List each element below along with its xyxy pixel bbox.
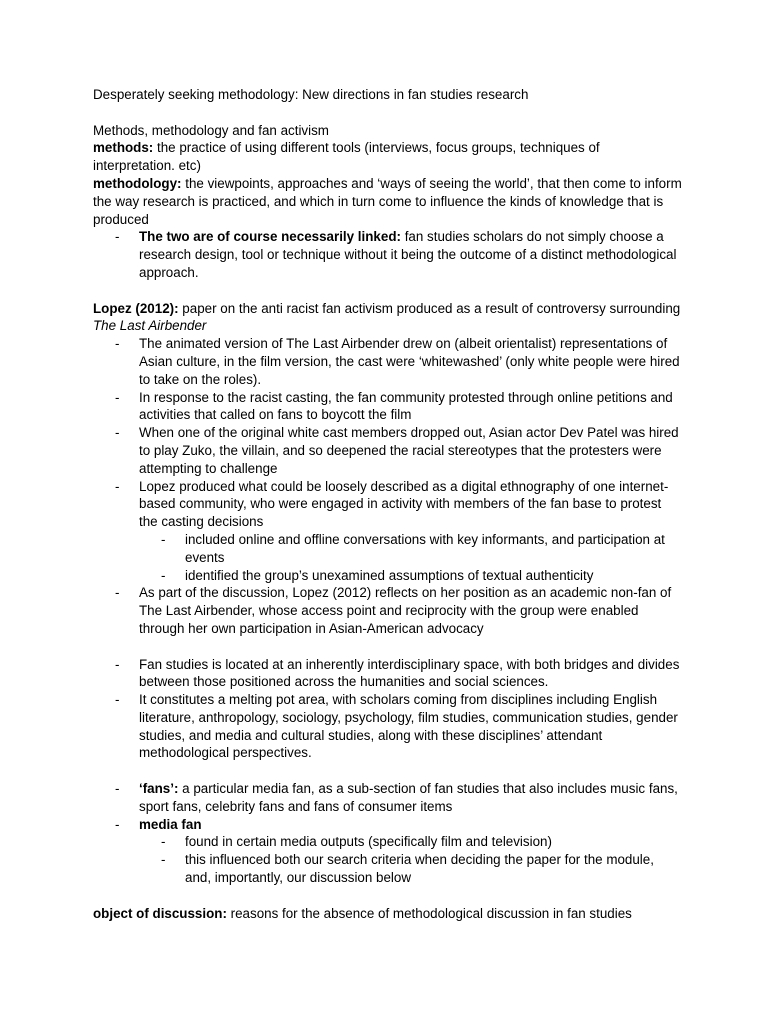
methodology-term: methodology: <box>93 175 182 191</box>
bullet-dash: - <box>115 656 120 672</box>
bullet-dash: - <box>115 585 120 601</box>
bullet-dash: - <box>115 781 120 797</box>
list-item <box>93 228 683 281</box>
list-item-text: When one of the original white cast members dropped out, Asian actor Dev Patel was hired to play Zuko, the villain, and so deepened the racial stereotypes that the protesters were attempting to challenge <box>139 425 679 476</box>
list-item-text: found in certain media outputs (specifically film and television) <box>185 834 552 850</box>
linked-text: fan studies scholars do not simply choose a research design, tool or technique without it being the outcome of a distinct methodological approach. <box>139 229 677 280</box>
list-item-text: Lopez produced what could be loosely described as a digital ethnography of one internet-based community, who were engaged in activity with members of the fan base to protest the casting decisions <box>139 478 669 530</box>
bullet-dash: - <box>115 229 120 245</box>
document-title: Desperately seeking methodology: New directions in fan studies research <box>93 87 529 102</box>
list-item-text: identified the group’s unexamined assumptions of textual authenticity <box>185 567 594 583</box>
bullet-dash: - <box>161 852 166 868</box>
list-item <box>93 691 683 762</box>
document-page <box>93 86 683 922</box>
bullet-dash: - <box>161 567 166 583</box>
sub-list-item <box>93 531 683 567</box>
list-item <box>93 656 683 692</box>
sub-list-item <box>93 851 683 887</box>
fans-text: a particular media fan, as a sub-section of fan studies that also includes music fans, sport fans, celebrity fans and fans of consumer items <box>139 781 678 814</box>
film-title: The Last Airbender <box>93 318 207 334</box>
list-item <box>93 335 683 388</box>
lopez-term: Lopez (2012): <box>93 300 179 316</box>
list-item-text: It constitutes a melting pot area, with scholars coming from disciplines including English literature, anthropology, sociology, psychology, film studies, communication studies, gender studies, and media and cultural studies, along with these disciplines’ attendant methodological perspectives. <box>139 692 678 761</box>
list-item <box>93 780 683 816</box>
lopez-text: paper on the anti racist fan activism produced as a result of controversy surrounding <box>178 300 681 316</box>
sub-list-item <box>93 833 683 851</box>
section-heading: Methods, methodology and fan activism <box>93 122 329 138</box>
bullet-dash: - <box>161 834 166 850</box>
object-text: reasons for the absence of methodological discussion in fan studies <box>226 905 632 921</box>
sub-list-item <box>93 567 683 585</box>
bullet-dash: - <box>115 389 120 405</box>
list-item-text: this influenced both our search criteria when deciding the paper for the module, and, importantly, our discussion below <box>185 852 654 886</box>
bullet-dash: - <box>115 816 120 832</box>
bullet-dash: - <box>115 692 120 708</box>
list-item-text: included online and offline conversations with key informants, and participation at events <box>185 531 665 565</box>
methodology-definition <box>93 175 683 228</box>
methods-term: methods: <box>93 140 154 156</box>
list-item <box>93 389 683 425</box>
linked-term: The two are of course necessarily linked: <box>139 229 401 245</box>
object-of-discussion <box>93 905 683 923</box>
list-item <box>93 424 683 477</box>
fans-term: ‘fans’: <box>139 781 179 797</box>
list-item <box>93 478 683 531</box>
bullet-dash: - <box>115 336 120 352</box>
methods-definition <box>93 139 683 175</box>
media-fan-term: media fan <box>139 816 202 832</box>
object-term: object of discussion: <box>93 905 227 921</box>
bullet-dash: - <box>115 478 120 494</box>
list-item-text: Fan studies is located at an inherently interdisciplinary space, with both bridges and divides between those positioned across the humanities and social sciences. <box>139 656 680 690</box>
methodology-text: the viewpoints, approaches and ‘ways of seeing the world’, that then come to inform the way research is practiced, and which in turn come to influence the kinds of knowledge that is produced <box>93 175 682 227</box>
list-item <box>93 584 683 637</box>
lopez-paragraph <box>93 300 683 336</box>
methods-text: the practice of using different tools (interviews, focus groups, techniques of interpretation. etc) <box>93 140 600 174</box>
list-item-text: As part of the discussion, Lopez (2012) reflects on her position as an academic non-fan of The Last Airbender, whose access point and reciprocity with the group were enabled through her own participation in Asian-American advocacy <box>139 585 672 636</box>
list-item <box>93 816 683 834</box>
bullet-dash: - <box>161 531 166 547</box>
bullet-dash: - <box>115 425 120 441</box>
list-item-text: The animated version of The Last Airbender drew on (albeit orientalist) representations of Asian culture, in the film version, the cast were ‘whitewashed’ (only white people were hired to take on the roles). <box>139 336 680 387</box>
list-item-text: In response to the racist casting, the fan community protested through online petitions and activities that called on fans to boycott the film <box>139 389 673 423</box>
